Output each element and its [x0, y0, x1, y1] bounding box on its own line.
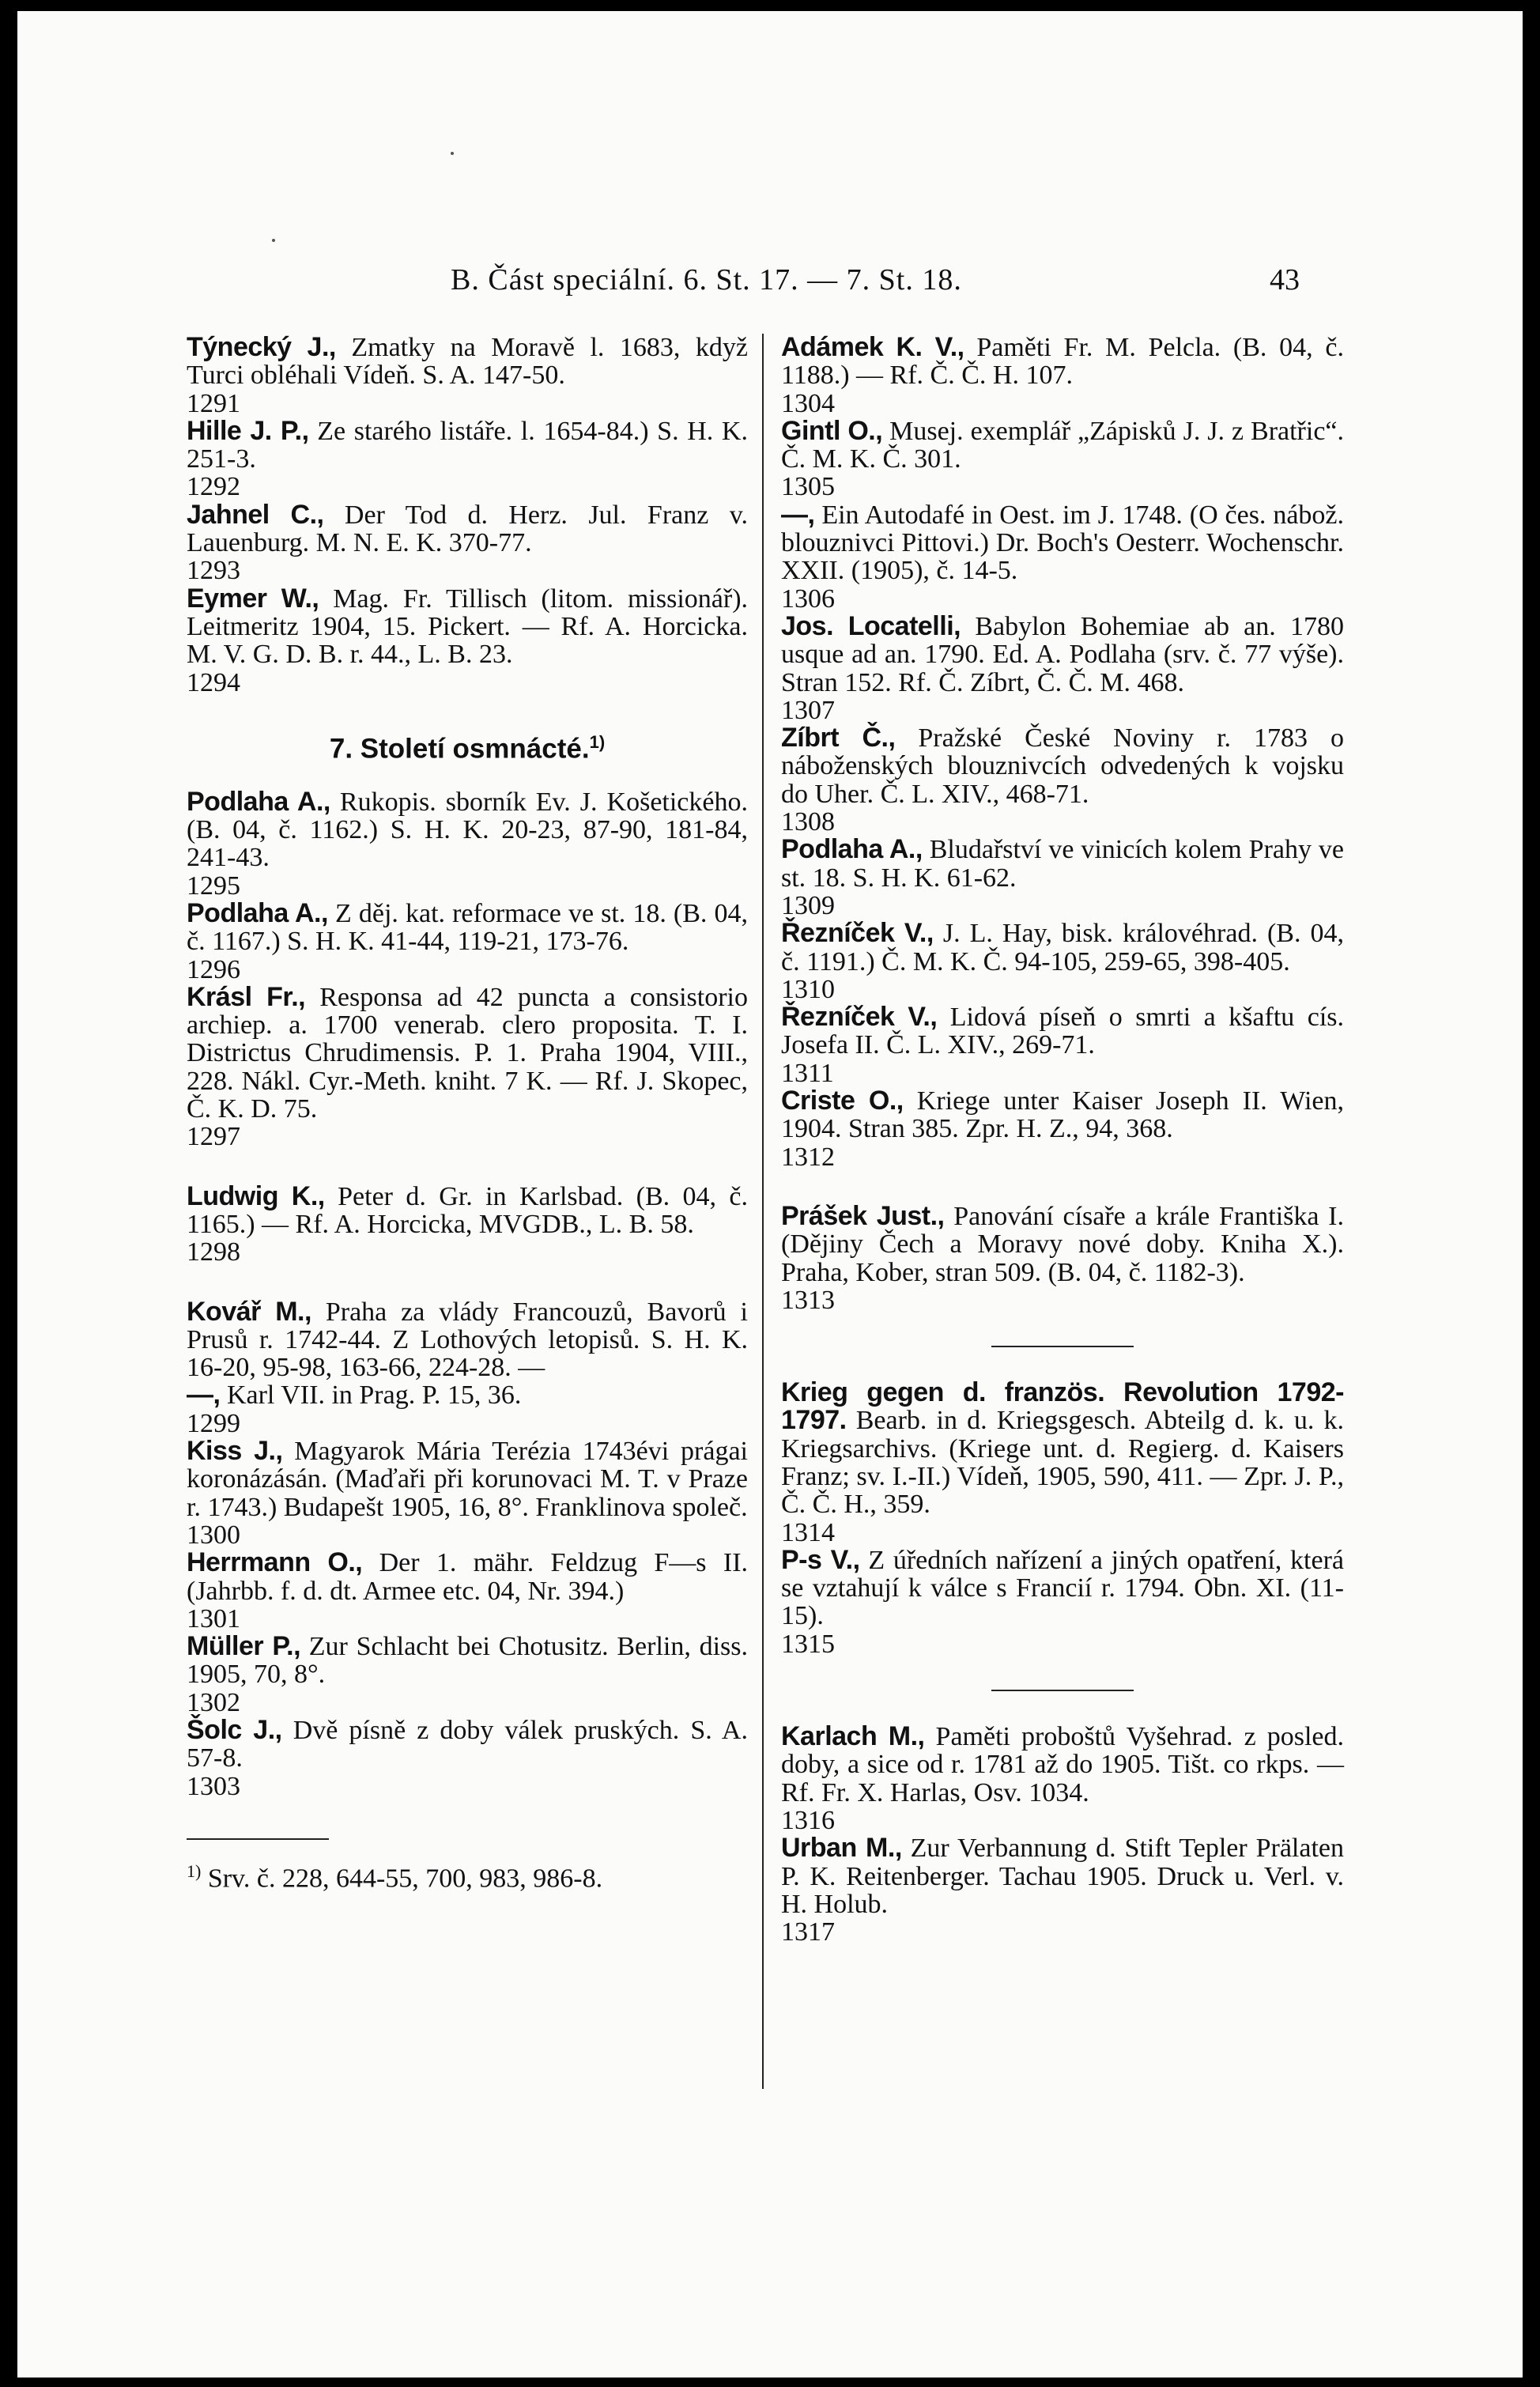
entry-number: 1293 — [187, 556, 240, 586]
bibliography-entry — [781, 610, 1344, 725]
entry-author: Criste O., — [781, 1086, 904, 1116]
entries-group — [187, 1180, 748, 1267]
entry-author: Šolc J., — [187, 1715, 282, 1746]
entry-text: Kriege unter Kaiser Joseph II. Wien, 1904. Stran 385. Zpr. H. Z., 94, 368. — [781, 1086, 1344, 1144]
entries-group — [781, 1379, 1344, 1658]
spacer — [187, 1267, 748, 1298]
entry-text: Der Tod d. Herz. Jul. Franz v. Lauenburg. M. N. E. K. 370-77. — [187, 500, 749, 558]
entry-text: Mag. Fr. Tillisch (litom. missionář). Leitmeritz 1904, 15. Pickert. — Rf. A. Horcicka. M. V. G. D. B. r. 44., L. B. 23. — [187, 584, 749, 670]
entry-number: 1295 — [187, 871, 240, 901]
bibliography-entry — [781, 1200, 1345, 1315]
entry-author: Krásl Fr., — [187, 981, 306, 1012]
entry-author: Týnecký J., — [187, 332, 336, 362]
entry-author: Řezníček V., — [781, 1002, 938, 1033]
left-column — [187, 334, 748, 1893]
entry-text: Musej. exemplář „Zápisků J. J. z Bratřic“. Č. M. K. Č. 301. — [781, 416, 1344, 474]
entries-group — [187, 1298, 748, 1800]
entry-number: 1298 — [187, 1237, 240, 1267]
entry-author: —, — [781, 499, 815, 530]
bibliography-entry — [187, 788, 748, 900]
entry-author: Kovář M., — [187, 1296, 311, 1327]
entry-number: 1308 — [781, 807, 835, 837]
entry-text: Lidová píseň o smrti a kšaftu cís. Josefa II. Č. L. XIV., 269-71. — [781, 1003, 1345, 1060]
entry-number: 1300 — [187, 1520, 240, 1550]
entry-author: Řezníček V., — [781, 918, 934, 949]
entry-number: 1313 — [781, 1285, 835, 1315]
bibliography-entry — [781, 417, 1344, 501]
entry-text: Dvě písně z doby válek pruských. S. A. 57-8. — [187, 1716, 748, 1773]
entry-author: Jahnel C., — [187, 499, 324, 530]
print-speck — [451, 152, 454, 155]
bibliography-entry — [187, 417, 748, 501]
entry-text: Peter d. Gr. in Karlsbad. (B. 04, č. 1165.) — Rf. A. Horcicka, MVGDB., L. B. 58. — [187, 1181, 748, 1239]
bibliography-entry — [187, 1549, 748, 1633]
bibliography-entry — [781, 1003, 1344, 1087]
entry-text: Rukopis. sborník Ev. J. Košetického. (B. 04, č. 1162.) S. H. K. 20-23, 87-90, 181-84, 241-43. — [187, 787, 748, 873]
bibliography-entry — [187, 585, 748, 697]
entry-author: Zíbrt Č., — [781, 723, 896, 753]
right-column — [781, 334, 1344, 1946]
entry-text: Paměti proboštů Vyšehrad. z posled. doby, a sice od r. 1781 až do 1905. Tišt. co rkps. — Rf. Fr. X. Harlas, Osv. 1034. — [781, 1722, 1345, 1807]
entry-number: 1301 — [187, 1603, 240, 1634]
entry-text: Z úředních nařízení a jiných opatření, která se vztahují k válce s Francií r. 1794. Obn. XI. (11-15). — [781, 1545, 1344, 1631]
print-speck — [272, 239, 275, 242]
entry-text: Der 1. mähr. Feldzug F—s II. (Jahrbb. f. d. dt. Armee etc. 04, Nr. 394.) — [187, 1548, 749, 1606]
entry-text: Magyarok Mária Terézia 1743évi prágai koronázásán. (Maďaři při korunovaci M. T. v Praze r. 1743.) Budapešt 1905, 16, 8°. Franklinova společ. — [187, 1437, 748, 1522]
entry-number: 1304 — [781, 388, 835, 418]
bibliography-entry — [781, 1379, 1344, 1547]
bibliography-entry — [781, 1087, 1344, 1171]
bibliography-entry — [187, 334, 748, 417]
entry-number: 1311 — [781, 1058, 834, 1088]
entry-text: Ze starého listáře. l. 1654-84.) S. H. K. 251-3. — [187, 416, 748, 474]
bibliography-entry — [187, 1180, 748, 1267]
entry-author: Herrmann O., — [187, 1547, 363, 1578]
bibliography-entry — [781, 1544, 1344, 1659]
entry-author: Podlaha A., — [781, 834, 923, 865]
bibliography-entry — [187, 1717, 748, 1800]
entry-text: J. L. Hay, bisk. královéhrad. (B. 04, č. 1191.) Č. M. K. Č. 94-105, 259-65, 398-405. — [781, 919, 1344, 976]
entry-author: Prášek Just., — [781, 1200, 945, 1231]
entry-number: 1310 — [781, 974, 835, 1004]
bibliography-entry — [187, 1437, 748, 1549]
entry-author: P-s V., — [781, 1544, 860, 1575]
bibliography-entry — [781, 920, 1344, 1003]
entry-text: Zmatky na Moravě l. 1683, když Turci obléhali Vídeň. S. A. 147-50. — [187, 333, 748, 391]
bibliography-entry — [781, 1834, 1344, 1946]
entry-number: 1292 — [187, 472, 240, 502]
column-divider — [762, 334, 764, 2089]
entry-text: Responsa ad 42 puncta a consistorio archiep. a. 1700 venerab. clero proposita. T. I. Districtus Chrudimensis. P. 1. Praha 1904, VIII., 228. Nákl. Cyr.-Meth. kniht. 7 K. — Rf. J. Skopec, Č. K. D. 75. — [187, 982, 748, 1124]
footnote-rule — [187, 1838, 329, 1840]
bibliography-entry — [187, 1381, 748, 1437]
bibliography-entry — [187, 1298, 748, 1382]
bibliography-entry — [781, 1723, 1344, 1834]
section-title-text: 7. Století osmnácté. — [329, 733, 590, 765]
entry-text: Z děj. kat. reformace ve st. 18. (B. 04, č. 1167.) S. H. K. 41-44, 119-21, 173-76. — [187, 899, 748, 957]
section-footnote-mark: 1) — [589, 731, 606, 752]
entry-text: Bludařství ve vinicích kolem Prahy ve st. 18. S. H. K. 61-62. — [781, 835, 1345, 893]
running-header — [17, 262, 1523, 310]
entry-author: Karlach M., — [781, 1721, 925, 1752]
entry-text: Bearb. in d. Kriegsgesch. Abteilg d. k. u. k. Kriegsarchivs. (Kriege unt. d. Regierg. d. Kaisers Franz; sv. I.-II.) Vídeň, 1905, 590, 411. — Zpr. J. P., Č. Č. H., 359. — [781, 1406, 1344, 1520]
entry-number: 1296 — [187, 954, 240, 984]
footnote — [187, 1857, 748, 1893]
entry-text: Ein Autodafé in Oest. im J. 1748. (O čes. nábož. blouznivci Pittovi.) Dr. Boch's Oesterr. Wochenschr. XXII. (1905), č. 14-5. — [781, 500, 1344, 586]
footnote-mark: 1) — [187, 1860, 202, 1881]
entries-group — [781, 334, 1344, 1171]
entry-text: Praha za vlády Francouzů, Bavorů i Prusů r. 1742-44. Z Lothových letopisů. S. H. K. 16-20, 95-98, 163-66, 224-28. — — [187, 1297, 748, 1383]
entry-number: 1306 — [781, 584, 835, 614]
bibliography-entry — [781, 724, 1344, 836]
entry-number: 1291 — [187, 388, 240, 418]
separator-rule — [991, 1346, 1134, 1347]
entry-number: 1305 — [781, 472, 835, 502]
bibliography-entry — [187, 981, 748, 1152]
bibliography-entry — [187, 501, 748, 585]
entry-text: Babylon Bohemiae ab an. 1780 usque ad an. 1790. Ed. A. Podlaha (srv. č. 77 výše). Stran 152. Rf. Č. Zíbrt, Č. Č. M. 468. — [781, 611, 1344, 697]
entries-group — [187, 788, 748, 1151]
bibliography-entry — [187, 1633, 748, 1717]
entry-number: 1299 — [187, 1408, 240, 1438]
spacer — [781, 1171, 1344, 1203]
section-title — [187, 728, 748, 763]
bibliography-entry — [781, 836, 1344, 920]
entry-number: 1316 — [781, 1805, 835, 1835]
entries-group — [187, 334, 748, 697]
entry-author: Urban M., — [781, 1833, 902, 1864]
entries-group — [781, 1200, 1345, 1315]
bibliography-entry — [781, 501, 1344, 613]
entries-group — [781, 1723, 1344, 1946]
running-title: B. Část speciální. 6. St. 17. — 7. St. 18. — [451, 263, 962, 296]
entry-number: 1303 — [187, 1771, 240, 1801]
entry-text: Karl VII. in Prag. P. 15, 36. — [226, 1380, 522, 1411]
entry-author: Podlaha A., — [187, 898, 328, 928]
entry-text: Panování císaře a krále Františka I. (Dějiny Čech a Moravy nové doby. Kniha X.). Praha, Kober, stran 509. (B. 04, č. 1182-3). — [781, 1201, 1345, 1287]
bibliography-entry — [781, 334, 1344, 417]
entry-number: 1312 — [781, 1142, 835, 1172]
separator-rule — [991, 1690, 1134, 1691]
entry-number: 1302 — [187, 1687, 240, 1717]
entry-text: Zur Verbannung d. Stift Tepler Prälaten P. K. Reitenberger. Tachau 1905. Druck u. Verl. v. H. Holub. — [781, 1834, 1344, 1919]
book-page — [17, 11, 1523, 2378]
spacer — [187, 1151, 748, 1183]
entry-text: Pražské České Noviny r. 1783 o náboženských blouznivcích odvedených k vojsku do Uher. Č. L. XIV., 468-71. — [781, 723, 1344, 809]
entry-number: 1307 — [781, 695, 835, 725]
entry-author: Eymer W., — [187, 583, 319, 614]
entry-text: Paměti Fr. M. Pelcla. (B. 04, č. 1188.) — Rf. Č. Č. H. 107. — [781, 333, 1344, 391]
entry-author: Gintl O., — [781, 415, 883, 446]
entry-number: 1315 — [781, 1629, 835, 1659]
entry-author: Adámek K. V., — [781, 332, 964, 362]
entry-author: —, — [187, 1380, 221, 1411]
page-number: 43 — [1270, 263, 1300, 296]
entry-number: 1314 — [781, 1517, 835, 1547]
entry-author: Kiss J., — [187, 1436, 283, 1467]
entry-number: 1297 — [187, 1122, 240, 1152]
entry-author: Jos. Locatelli, — [781, 610, 961, 641]
entry-number: 1317 — [781, 1917, 835, 1947]
entry-number: 1294 — [187, 667, 240, 697]
entry-author: Krieg gegen d. französ. Revolution 1792-1797. — [781, 1377, 1344, 1436]
entry-text: Zur Schlacht bei Chotusitz. Berlin, diss. 1905, 70, 8°. — [187, 1632, 748, 1690]
entry-number: 1309 — [781, 890, 835, 920]
entry-author: Hille J. P., — [187, 415, 309, 446]
bibliography-entry — [187, 900, 748, 984]
entry-author: Podlaha A., — [187, 786, 330, 817]
entry-author: Ludwig K., — [187, 1180, 325, 1211]
entry-author: Müller P., — [187, 1631, 301, 1662]
footnote-text: Srv. č. 228, 644-55, 700, 983, 986-8. — [207, 1864, 603, 1894]
